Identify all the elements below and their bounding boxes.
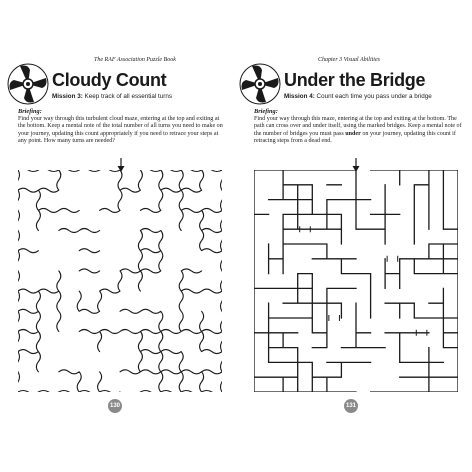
briefing-text-part-2: on your journey, updating this count if retracing steps from a dead end. [254, 130, 456, 145]
mission-line [52, 93, 172, 100]
maze-walls [254, 170, 458, 392]
page-title: Cloudy Count [52, 70, 167, 90]
running-head: The RAF Association Puzzle Book [94, 57, 176, 63]
mission-line [284, 93, 432, 100]
bridge-maze [254, 170, 458, 392]
cloud-maze [18, 170, 222, 392]
right-page [236, 0, 472, 472]
bridge-marker [329, 315, 340, 321]
propeller-plane-icon [238, 62, 282, 106]
maze-walls [18, 170, 222, 392]
mission-text: Keep track of all essential turns [84, 93, 173, 100]
briefing-text [254, 116, 464, 146]
page-number-badge: 130 [108, 399, 122, 413]
mission-label: Mission 3: [52, 93, 83, 100]
mission-text: Count each time you pass under a bridge [316, 93, 432, 100]
briefing-label: Briefing: [254, 108, 278, 115]
running-head: Chapter 3 Visual Abilities [318, 57, 380, 63]
briefing-text-part-1: Find your way through this maze, entering at the top and exiting at the bottom. The path can cross over and under itself, using the marked bridges. Keep a mental note of the number of bridges you must pass [254, 116, 462, 137]
propeller-plane-icon [6, 62, 50, 106]
mission-label: Mission 4: [284, 93, 315, 100]
briefing-text: Find your way through this turbulent cloud maze, entering at the top and exiting at the bottom. Keep a mental note of the total number of all turns you need to make on your journey, updating this count appropriately if you need to retrace your steps at any point. How many turns are needed? [18, 116, 223, 145]
briefing-label: Briefing: [18, 108, 42, 115]
page-number-badge: 131 [344, 399, 358, 413]
page-title: Under the Bridge [284, 70, 426, 90]
briefing-emphasis: under [345, 130, 361, 137]
bridge-marker [387, 256, 398, 262]
